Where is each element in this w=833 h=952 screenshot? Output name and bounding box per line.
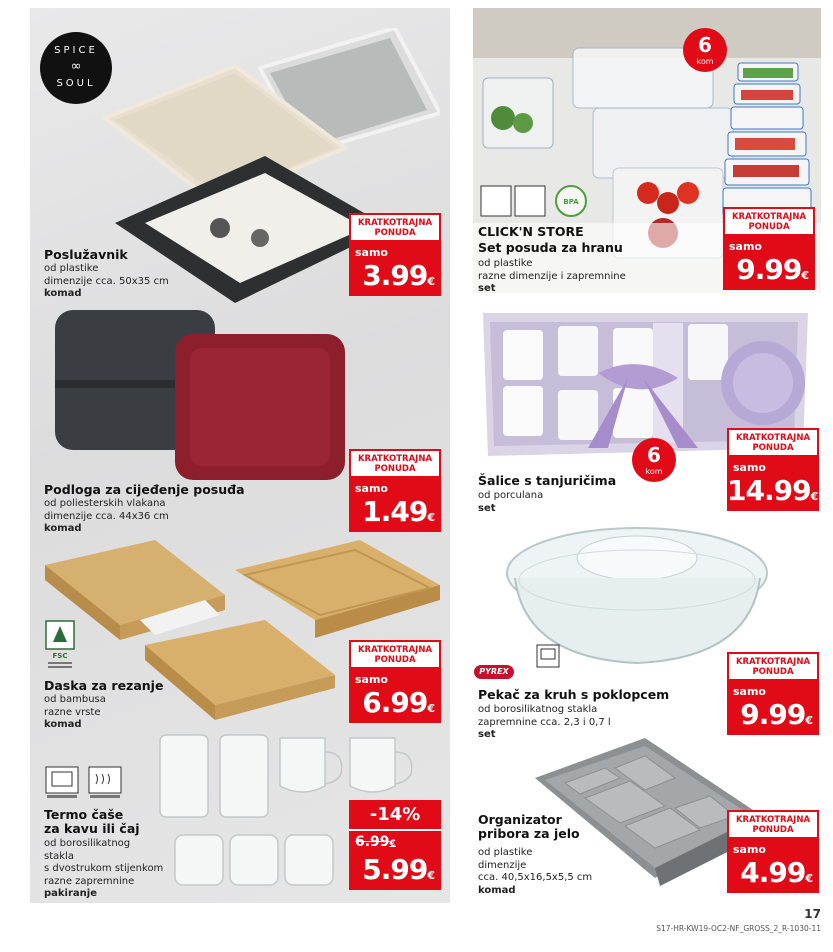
tray-price: 3.99€	[362, 259, 435, 292]
samo-label: samo	[733, 685, 766, 698]
samo-label: samo	[733, 461, 766, 474]
organizer-title: Organizator pribora za jelo	[478, 812, 580, 841]
cups-count-badge: 6 kom	[632, 438, 676, 482]
cutting-board-description: od bambusa razne vrste komad	[44, 694, 106, 730]
baking-dish-price: 9.99€	[740, 698, 813, 731]
short-term-offer-label: KRATKOTRAJNA PONUDA	[727, 652, 819, 681]
container-price-badge	[723, 207, 815, 290]
microwave-safe-icon	[88, 766, 122, 800]
short-term-offer-label: KRATKOTRAJNA PONUDA	[349, 213, 441, 242]
drying-mat-price: 1.49€	[362, 495, 435, 528]
cups-price-badge	[727, 428, 819, 511]
organizer-price: 4.99€	[740, 856, 813, 889]
svg-text:BPA: BPA	[563, 198, 579, 206]
discount-percent: -14%	[349, 800, 441, 831]
short-term-offer-label: KRATKOTRAJNA PONUDA	[727, 428, 819, 457]
cutting-board-title: Daska za rezanje	[44, 678, 164, 693]
svg-text:FSC: FSC	[52, 652, 68, 660]
short-term-offer-label: KRATKOTRAJNA PONUDA	[349, 449, 441, 478]
container-price: 9.99€	[736, 253, 809, 286]
samo-label: samo	[355, 246, 388, 259]
cutting-board-price-badge	[349, 640, 441, 723]
fsc-logo	[45, 620, 75, 670]
baking-dish-title: Pekač za kruh s poklopcem	[478, 687, 670, 702]
drying-mat-price-badge	[349, 449, 441, 532]
dishwasher-safe-icon	[536, 644, 560, 668]
organizer-description: od plastike dimenzije cca. 40,5x16,5x5,5 cm komad	[478, 847, 593, 896]
cups-title: Šalice s tanjuričima	[478, 473, 617, 488]
thermo-glasses-price: 5.99€	[362, 853, 435, 886]
drying-mats-image	[50, 310, 350, 480]
spice-soul-logo: SPICE ∞ SOUL	[40, 32, 112, 104]
container-count-badge: 6 kom	[683, 28, 727, 72]
tray-title: Poslužavnik	[44, 247, 128, 262]
page-number: 17	[804, 907, 821, 921]
short-term-offer-label: KRATKOTRAJNA PONUDA	[349, 640, 441, 669]
thermo-glasses-title: Termo čaše za kavu ili čaj	[44, 807, 140, 836]
drying-mat-description: od poliesterskih vlakana dimenzije cca. 44x36 cm komad	[44, 498, 169, 534]
tray-price-badge	[349, 213, 441, 296]
thermo-glasses-description: od borosilikatnog stakla s dvostrukom stijenkom razne zapremnine pakiranje	[44, 838, 164, 899]
thermo-glasses-price-badge	[349, 800, 441, 890]
samo-label: samo	[355, 482, 388, 495]
old-price: 6.99€	[355, 834, 396, 850]
cups-price: 14.99€	[727, 474, 819, 507]
tray-description: od plastike dimenzije cca. 50x35 cm komad	[44, 263, 169, 299]
drying-mat-title: Podloga za cijeđenje posuđa	[44, 482, 245, 497]
cups-description: od porculana set	[478, 490, 544, 514]
samo-label: samo	[733, 843, 766, 856]
container-brand: CLICK'N STORE	[478, 224, 584, 239]
page-code: S17-HR-KW19-OC2-NF_GROSS_2_R-1030-11	[656, 924, 821, 933]
short-term-offer-label: KRATKOTRAJNA PONUDA	[727, 810, 819, 839]
baking-dish-price-badge	[727, 652, 819, 735]
baking-dish-description: od borosilikatnog stakla zapremnine cca. 2,3 i 0,7 l set	[478, 704, 611, 740]
container-description: od plastike razne dimenzije i zapremnine set	[478, 258, 626, 294]
short-term-offer-label: KRATKOTRAJNA PONUDA	[723, 207, 815, 236]
organizer-price-badge	[727, 810, 819, 893]
dishwasher-safe-icon	[45, 766, 79, 800]
pyrex-brand-label: PYREX	[474, 665, 514, 679]
samo-label: samo	[729, 240, 762, 253]
samo-label: samo	[355, 673, 388, 686]
cutting-board-price: 6.99€	[362, 686, 435, 719]
container-title: Set posuda za hranu	[478, 240, 623, 255]
